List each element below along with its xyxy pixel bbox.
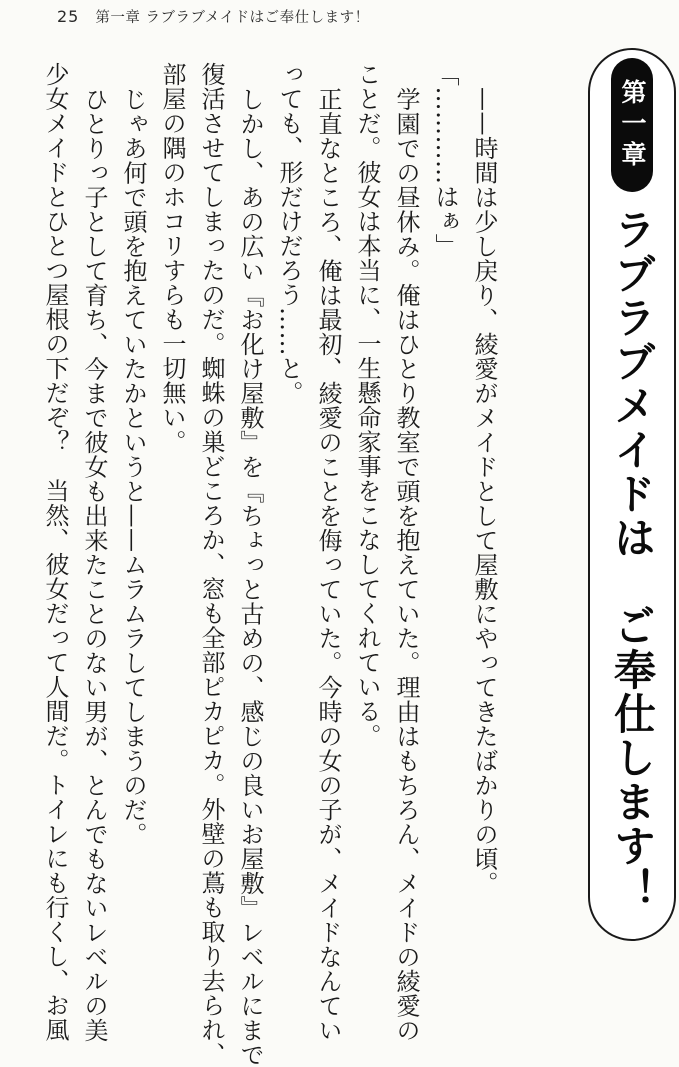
text-column: 正直なところ、俺は最初、綾愛のことを侮っていた。今時の女の子が、メイドなんてい [314, 87, 342, 1043]
page-number: 25 [57, 7, 80, 26]
text-column: ことだ。彼女は本当に、一生懸命家事をこなしてくれている。 [353, 62, 381, 748]
text-column: 復活させてしまったのだ。蜘蛛の巣どころか、窓も全部ピカピカ。外壁の蔦も取り去られ、 [197, 62, 225, 1067]
chapter-banner [588, 48, 676, 941]
page-header [57, 6, 370, 27]
chapter-number-label: 第一章 [618, 78, 647, 172]
text-column: 「…………はぁ」 [431, 62, 459, 258]
text-column: ひとりっ子として育ち、今まで彼女も出来たことのない男が、とんでもないレベルの美 [80, 87, 108, 1043]
text-column: 学園での昼休み。俺はひとり教室で頭を抱えていた。理由はもちろん、メイドの綾愛の [392, 87, 420, 1043]
chapter-title: ラブラブメイドは ご奉仕します！ [608, 208, 657, 912]
text-column: っても、形だけだろう……と。 [275, 62, 303, 405]
chapter-number-pill [611, 58, 653, 192]
body-text [35, 62, 503, 1067]
text-column: 部屋の隅のホコリすらも一切無い。 [158, 62, 186, 454]
text-column: 少女メイドとひとつ屋根の下だぞ？ 当然、彼女だって人間だ。トイレにも行くし、お風 [41, 62, 69, 1042]
running-header-title: 第一章 ラブラブメイドはご奉仕します！ [95, 10, 370, 26]
text-column: じゃあ何で頭を抱えていたかというと——ムラムラしてしまうのだ。 [119, 87, 147, 847]
text-column: ——時間は少し戻り、綾愛がメイドとして屋敷にやってきたばかりの頃。 [470, 87, 498, 896]
text-column: しかし、あの広い『お化け屋敷』を『ちょっと古めの、感じの良いお屋敷』レベルにまで [236, 87, 264, 1067]
